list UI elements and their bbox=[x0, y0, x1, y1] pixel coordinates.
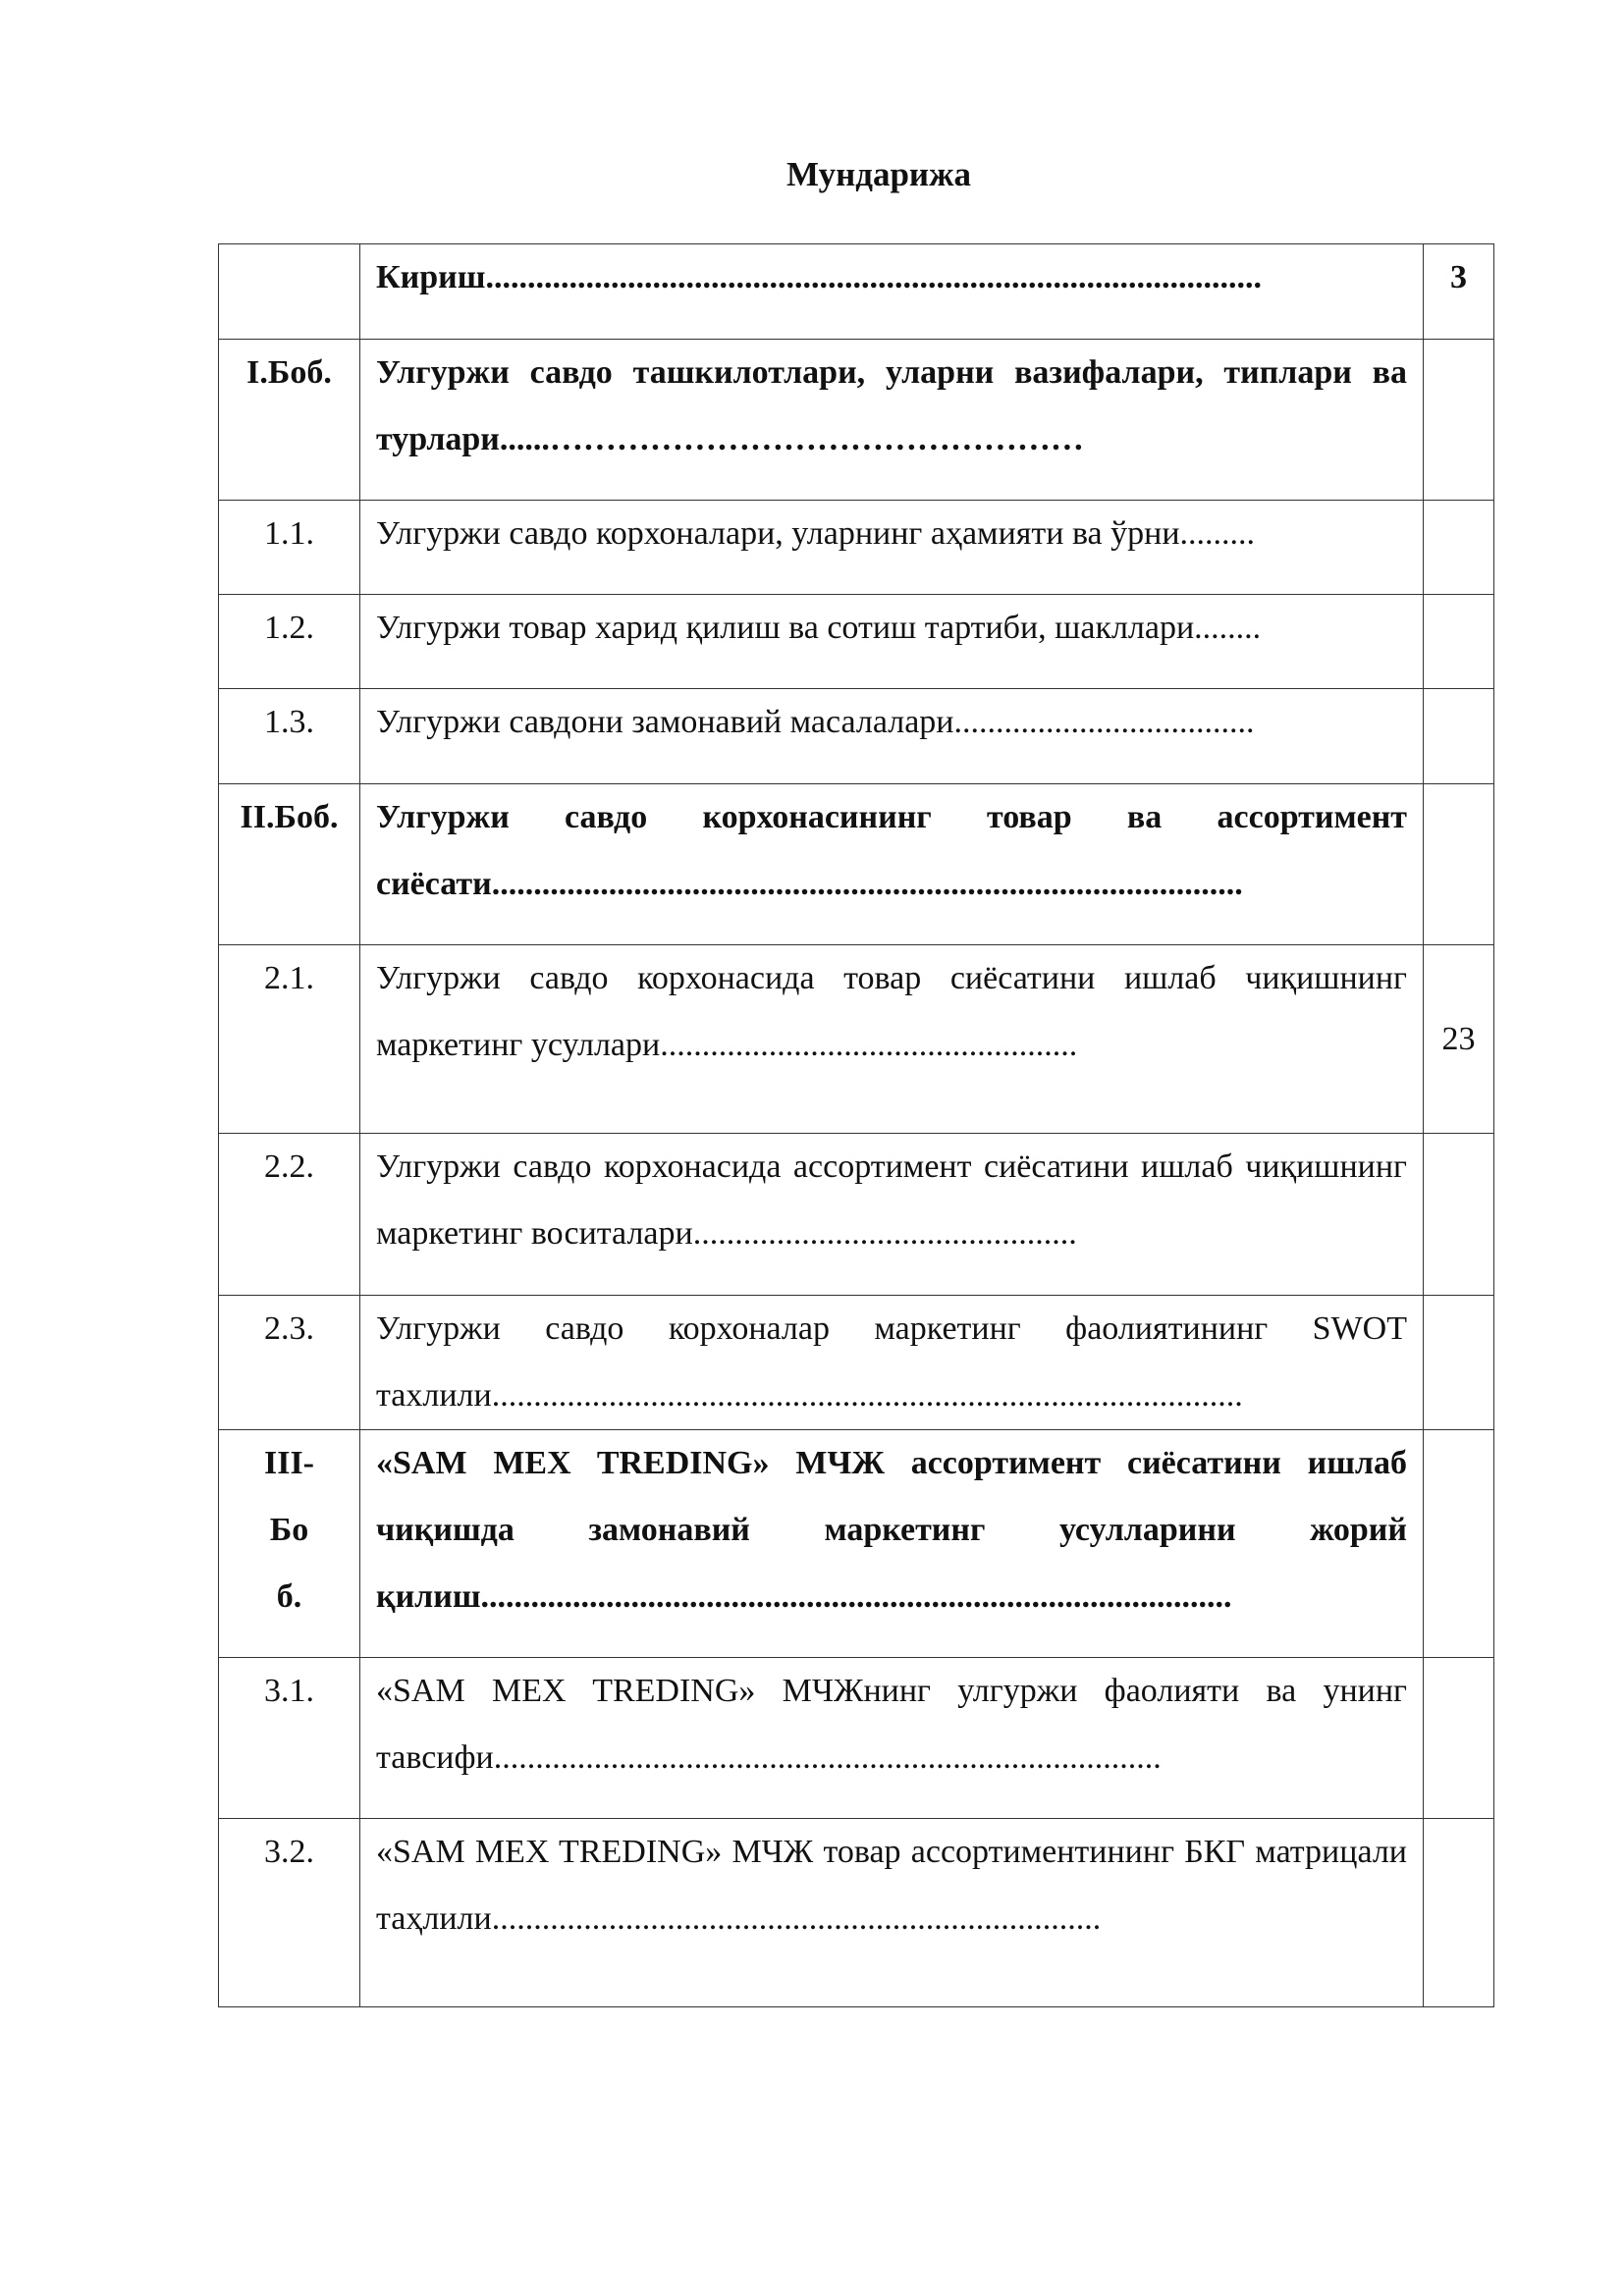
toc-page-number bbox=[1424, 1819, 1494, 2007]
toc-row-section-1-3 bbox=[219, 689, 1494, 784]
toc-page-number: 23 bbox=[1424, 945, 1494, 1134]
toc-page-number bbox=[1424, 501, 1494, 595]
toc-row-section-1-1 bbox=[219, 501, 1494, 595]
toc-page-number bbox=[1424, 689, 1494, 784]
toc-row-chapter-3 bbox=[219, 1430, 1494, 1658]
toc-row-chapter-1 bbox=[219, 340, 1494, 501]
toc-page-number bbox=[1424, 1658, 1494, 1819]
toc-row-section-3-1 bbox=[219, 1658, 1494, 1819]
toc-row-number: 2.2. bbox=[219, 1134, 360, 1296]
toc-row-number bbox=[219, 244, 360, 340]
table-of-contents bbox=[218, 243, 1494, 2007]
toc-row-number: 3.1. bbox=[219, 1658, 360, 1819]
page-title: Мундарижа bbox=[786, 155, 971, 193]
toc-row-number: I.Боб. bbox=[219, 340, 360, 501]
toc-row-number: 2.1. bbox=[219, 945, 360, 1134]
toc-page-number bbox=[1424, 595, 1494, 689]
toc-entry-link[interactable]: «SAM MEX TREDING» МЧЖ товар ассортиментининг БКГ матрицали таҳлили......................................................................... bbox=[360, 1819, 1424, 2007]
toc-row-number: II.Боб. bbox=[219, 784, 360, 945]
toc-row-number: III-Боб. bbox=[219, 1430, 360, 1658]
toc-entry-link[interactable]: Улгуржи товар харид қилиш ва сотиш тартиби, шакллари........ bbox=[360, 595, 1424, 689]
toc-page-number bbox=[1424, 340, 1494, 501]
toc-row-section-2-2 bbox=[219, 1134, 1494, 1296]
toc-row-intro bbox=[219, 244, 1494, 340]
toc-row-number: 1.1. bbox=[219, 501, 360, 595]
toc-page-number bbox=[1424, 784, 1494, 945]
toc-entry-link[interactable]: Улгуржи савдони замонавий масалалари.................................... bbox=[360, 689, 1424, 784]
toc-page-number bbox=[1424, 1134, 1494, 1296]
toc-page-number: 3 bbox=[1424, 244, 1494, 340]
toc-entry-link[interactable]: «SAM MEX TREDING» МЧЖнинг улгуржи фаолияти ва унинг тавсифи................................................................................ bbox=[360, 1658, 1424, 1819]
toc-row-section-2-3 bbox=[219, 1296, 1494, 1430]
toc-row-section-1-2 bbox=[219, 595, 1494, 689]
toc-row-number: 2.3. bbox=[219, 1296, 360, 1430]
toc-row-number: 1.3. bbox=[219, 689, 360, 784]
toc-entry-link[interactable]: Кириш............................................................................................. bbox=[360, 244, 1424, 340]
toc-row-section-3-2 bbox=[219, 1819, 1494, 2007]
toc-row-number: 1.2. bbox=[219, 595, 360, 689]
toc-entry-link[interactable]: Улгуржи савдо корхонасининг товар ва ассортимент сиёсати.......................................................................................... bbox=[360, 784, 1424, 945]
toc-row-chapter-2 bbox=[219, 784, 1494, 945]
toc-entry-link[interactable]: Улгуржи савдо ташкилотлари, уларни вазифалари, типлари ва турлари......………………………………………… bbox=[360, 340, 1424, 501]
toc-page-number bbox=[1424, 1296, 1494, 1430]
toc-entry-link[interactable]: Улгуржи савдо корхонасида товар сиёсатини ишлаб чиқишнинг маркетинг усуллари.................................................. bbox=[360, 945, 1424, 1134]
toc-row-section-2-1 bbox=[219, 945, 1494, 1134]
toc-row-number: 3.2. bbox=[219, 1819, 360, 2007]
toc-page-number bbox=[1424, 1430, 1494, 1658]
toc-entry-link[interactable]: «SAM MEX TREDING» МЧЖ ассортимент сиёсатини ишлаб чиқишда замонавий маркетинг усулларини жорий қилиш.......................................................................................... bbox=[360, 1430, 1424, 1658]
toc-entry-link[interactable]: Улгуржи савдо корхоналари, уларнинг аҳамияти ва ўрни......... bbox=[360, 501, 1424, 595]
toc-entry-link[interactable]: Улгуржи савдо корхоналар маркетинг фаолиятининг SWOT тахлили.......................................................................................... bbox=[360, 1296, 1424, 1430]
toc-entry-link[interactable]: Улгуржи савдо корхонасида ассортимент сиёсатини ишлаб чиқишнинг маркетинг воситалари.............................................. bbox=[360, 1134, 1424, 1296]
